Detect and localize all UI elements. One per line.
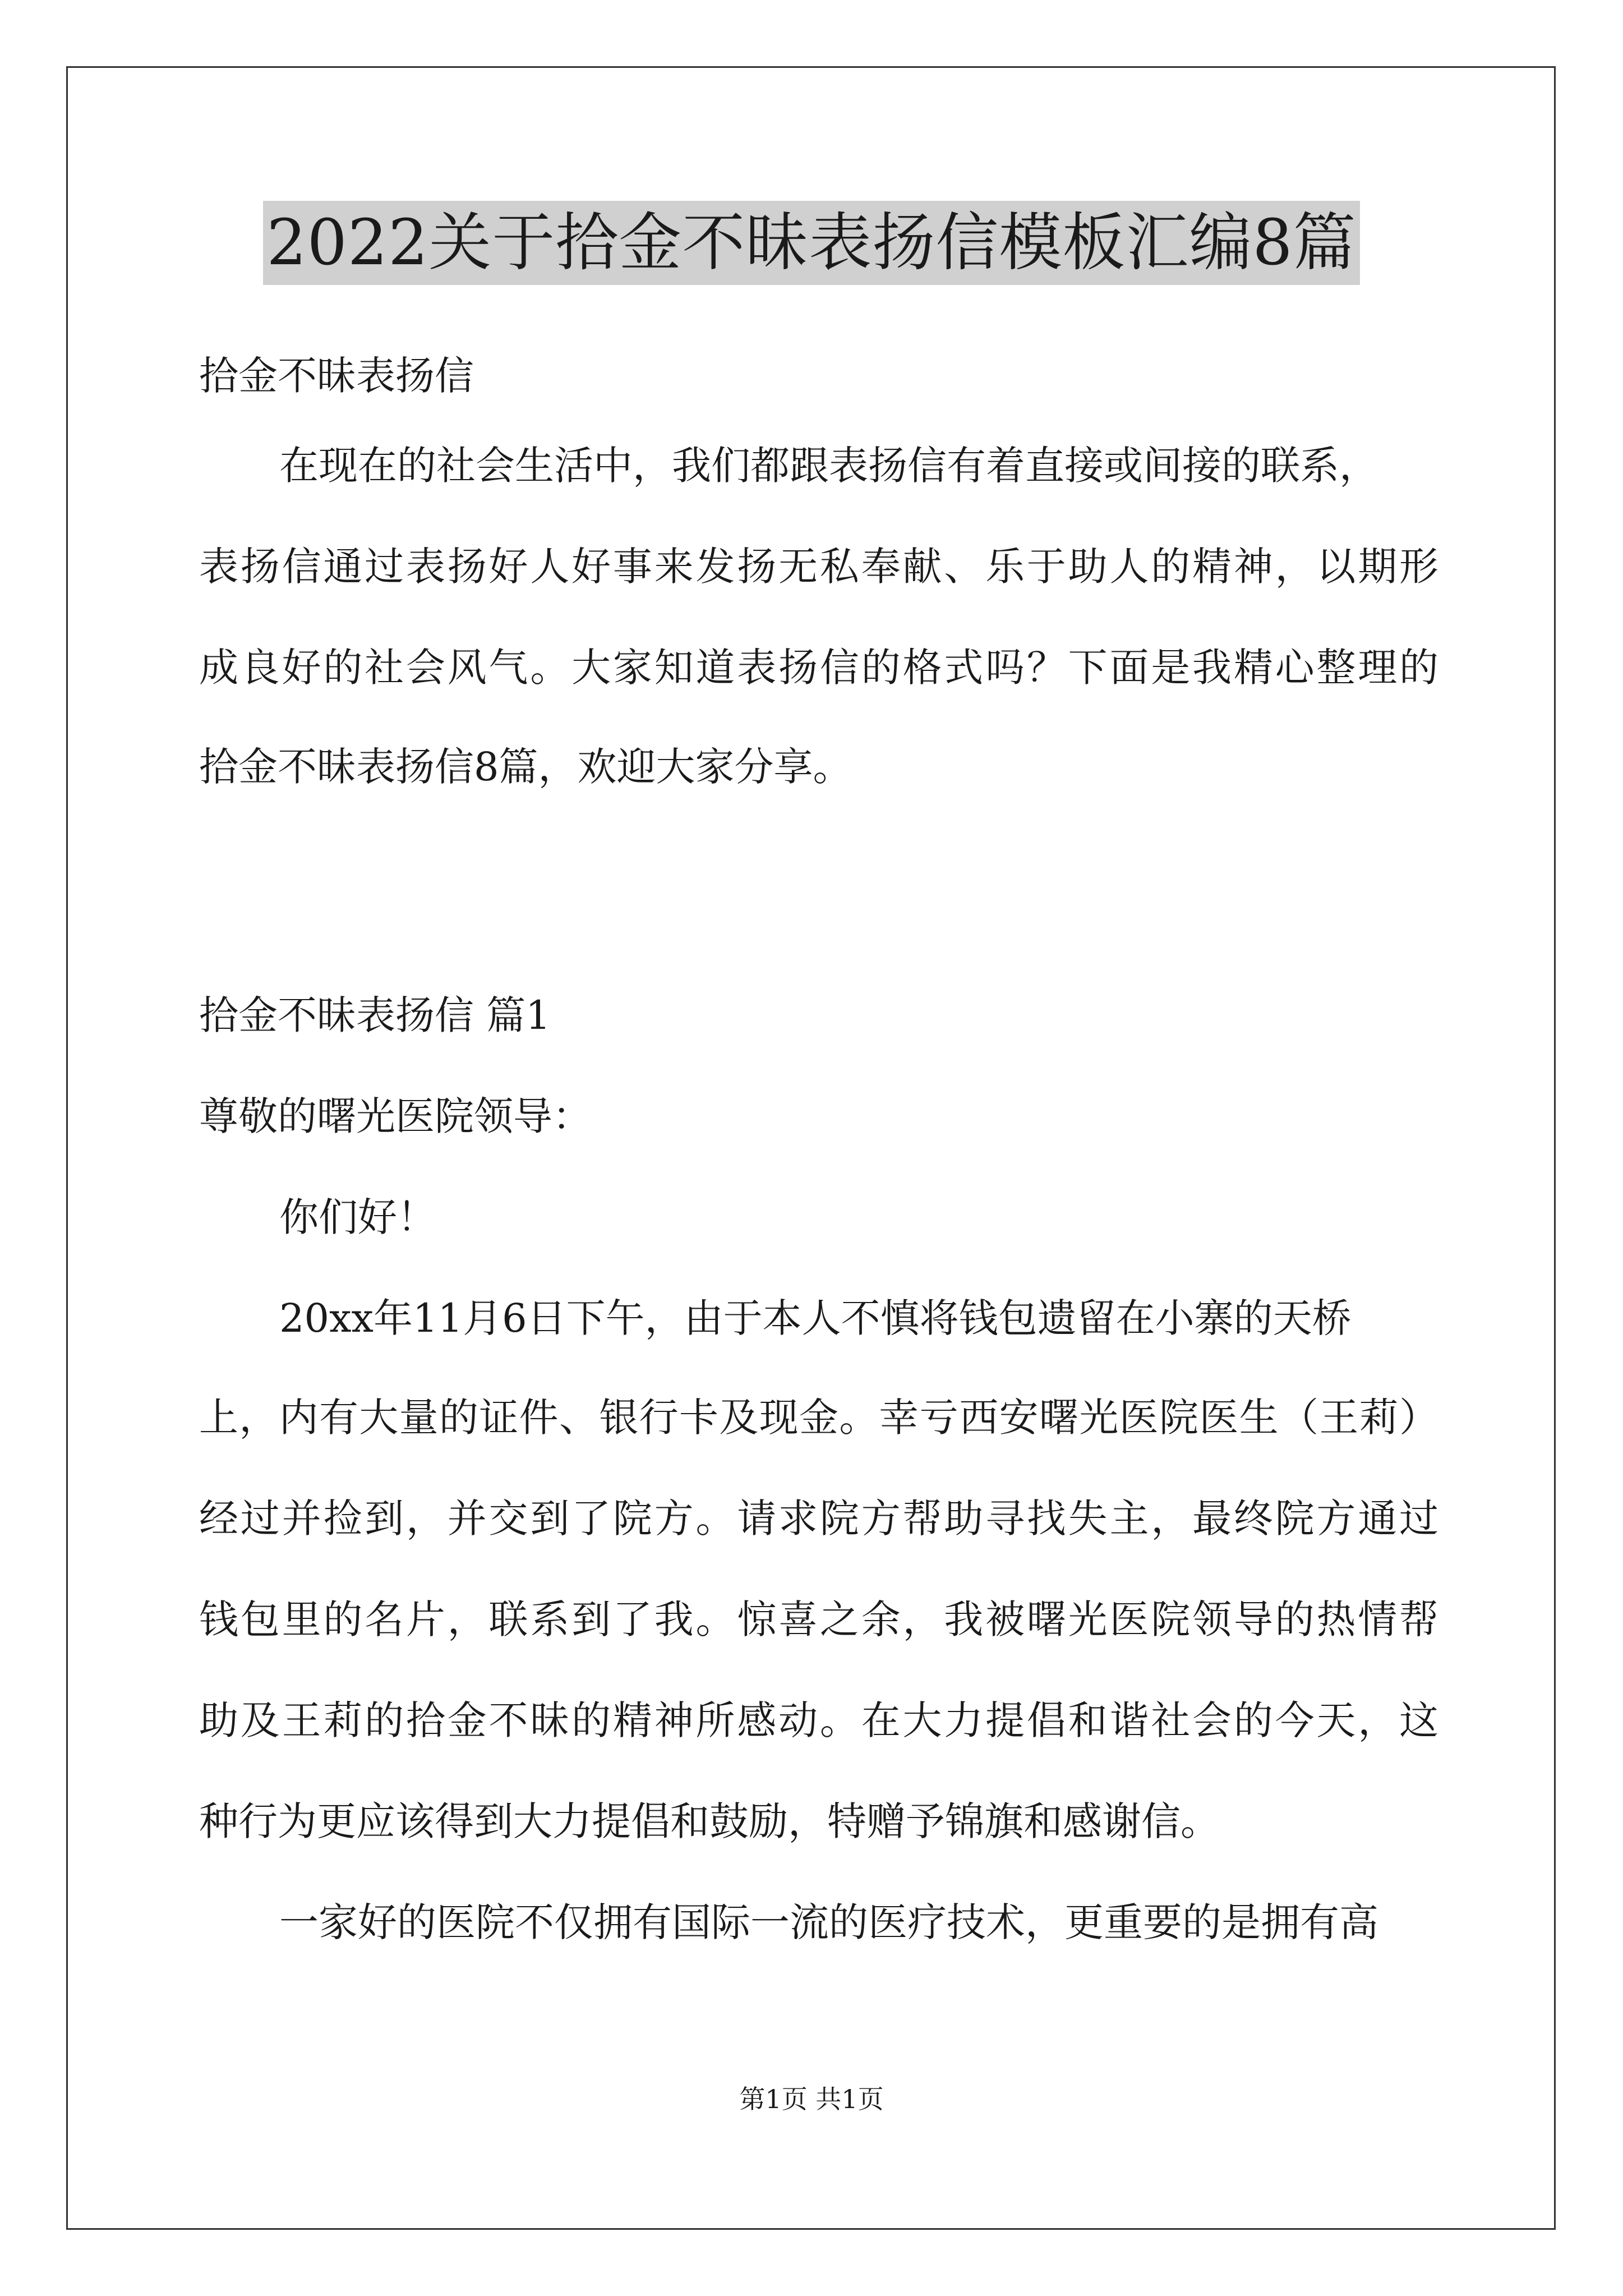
document-title: 2022关于拾金不昧表扬信模板汇编8篇 [263,201,1359,285]
body-line-7: 一家好的医院不仅拥有国际一流的医疗技术，更重要的是拥有高 [279,1899,1378,1945]
body-line-5: 助及王莉的拾金不昧的精神所感动。在大力提倡和谐社会的今天，这 [199,1697,1438,1743]
salutation: 尊敬的曙光医院领导： [199,1093,592,1139]
intro-line-4: 拾金不昧表扬信8篇，欢迎大家分享。 [199,744,852,790]
body-line-2: 上，内有大量的证件、银行卡及现金。幸亏西安曙光医院医生（王莉） [199,1395,1438,1441]
title-container [0,201,1623,285]
body-line-6: 种行为更应该得到大力提倡和鼓励，特赠予锦旗和感谢信。 [199,1798,1220,1844]
section-heading: 拾金不昧表扬信 [199,353,474,399]
body-line-1: 20xx年11月6日下午，由于本人不慎将钱包遗留在小寨的天桥 [279,1295,1352,1341]
body-line-4: 钱包里的名片，联系到了我。惊喜之余，我被曙光医院领导的热情帮 [199,1596,1438,1642]
intro-line-3: 成良好的社会风气。大家知道表扬信的格式吗？下面是我精心整理的 [199,645,1438,691]
intro-line-2: 表扬信通过表扬好人好事来发扬无私奉献、乐于助人的精神，以期形 [199,544,1438,590]
intro-line-1: 在现在的社会生活中，我们都跟表扬信有着直接或间接的联系， [279,443,1378,489]
article-heading: 拾金不昧表扬信 篇1 [199,992,551,1038]
body-line-3: 经过并捡到，并交到了院方。请求院方帮助寻找失主，最终院方通过 [199,1496,1438,1542]
page-footer: 第1页 共1页 [739,2084,884,2114]
greeting: 你们好！ [279,1194,436,1240]
